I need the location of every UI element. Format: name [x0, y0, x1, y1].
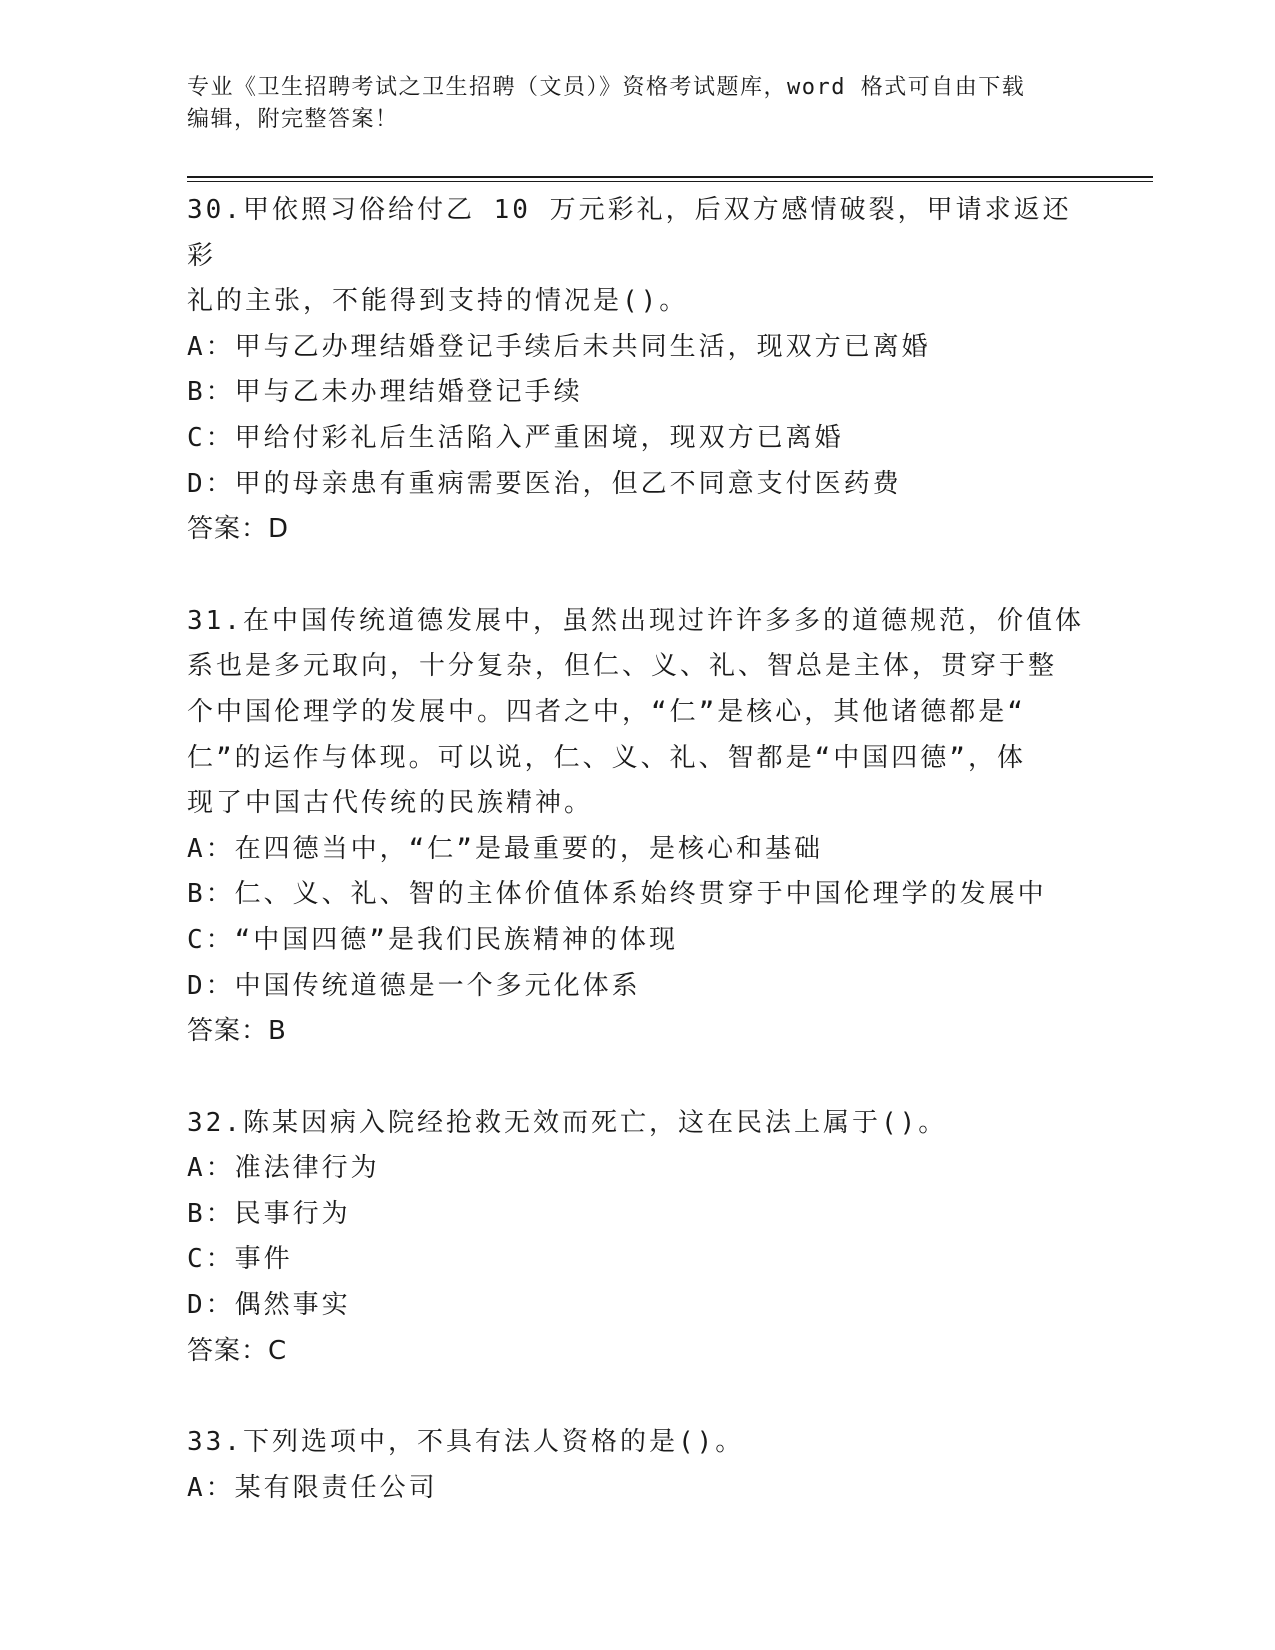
stem-line: 现了中国古代传统的民族精神。 — [187, 788, 594, 819]
question-stem — [187, 1420, 1087, 1466]
answer-line: 答案：B — [187, 1016, 287, 1047]
answer-line: 答案：C — [187, 1335, 288, 1366]
option-a: A：甲与乙办理结婚登记手续后未共同生活，现双方已离婚 — [187, 331, 931, 362]
question-33 — [187, 1420, 1087, 1511]
option-a: A：在四德当中，“仁”是最重要的，是核心和基础 — [187, 833, 823, 864]
option-c: C：甲给付彩礼后生活陷入严重困境，现双方已离婚 — [187, 422, 844, 453]
stem-line: 32.陈某因病入院经抢救无效而死亡，这在民法上属于()。 — [187, 1107, 948, 1138]
option-b: B：甲与乙未办理结婚登记手续 — [187, 377, 583, 408]
header-divider-thin — [187, 181, 1153, 182]
stem-line: 礼的主张，不能得到支持的情况是()。 — [187, 286, 689, 317]
question-31 — [187, 599, 1087, 1055]
stem-line: 个中国伦理学的发展中。四者之中，“仁”是核心，其他诸德都是“ — [187, 696, 1026, 727]
stem-line: 33.下列选项中，不具有法人资格的是()。 — [187, 1427, 745, 1458]
option-d: D：甲的母亲患有重病需要医治，但乙不同意支付医药费 — [187, 468, 902, 499]
option-a: A：准法律行为 — [187, 1153, 380, 1184]
stem-line: 31.在中国传统道德发展中，虽然出现过许许多多的道德规范，价值体 — [187, 605, 1084, 636]
option-c: C：“中国四德”是我们民族精神的体现 — [187, 924, 678, 955]
question-stem — [187, 1101, 1087, 1147]
stem-line: 系也是多元取向，十分复杂，但仁、义、礼、智总是主体，贯穿于整 — [187, 651, 1058, 682]
option-b: B：民事行为 — [187, 1198, 351, 1229]
question-stem — [187, 188, 1087, 325]
stem-line: 30.甲依照习俗给付乙 10 万元彩礼，后双方感情破裂，甲请求返还彩 — [187, 195, 1072, 271]
header-line-1: 专业《卫生招聘考试之卫生招聘（文员）》资格考试题库，word 格式可自由下载 — [187, 75, 1026, 100]
option-a: A：某有限责任公司 — [187, 1472, 438, 1503]
answer-line: 答案：D — [187, 514, 290, 545]
option-d: D：偶然事实 — [187, 1290, 351, 1321]
header-line-2: 编辑，附完整答案！ — [187, 107, 399, 132]
option-c: C：事件 — [187, 1244, 293, 1275]
question-list — [187, 188, 1087, 1557]
document-header — [187, 72, 1067, 136]
option-b: B：仁、义、礼、智的主体价值体系始终贯穿于中国伦理学的发展中 — [187, 879, 1047, 910]
header-divider-thick — [187, 176, 1153, 178]
stem-line: 仁”的运作与体现。可以说，仁、义、礼、智都是“中国四德”，体 — [187, 742, 1026, 773]
question-30 — [187, 188, 1087, 553]
question-32 — [187, 1101, 1087, 1375]
question-stem — [187, 599, 1087, 827]
option-d: D：中国传统道德是一个多元化体系 — [187, 970, 641, 1001]
